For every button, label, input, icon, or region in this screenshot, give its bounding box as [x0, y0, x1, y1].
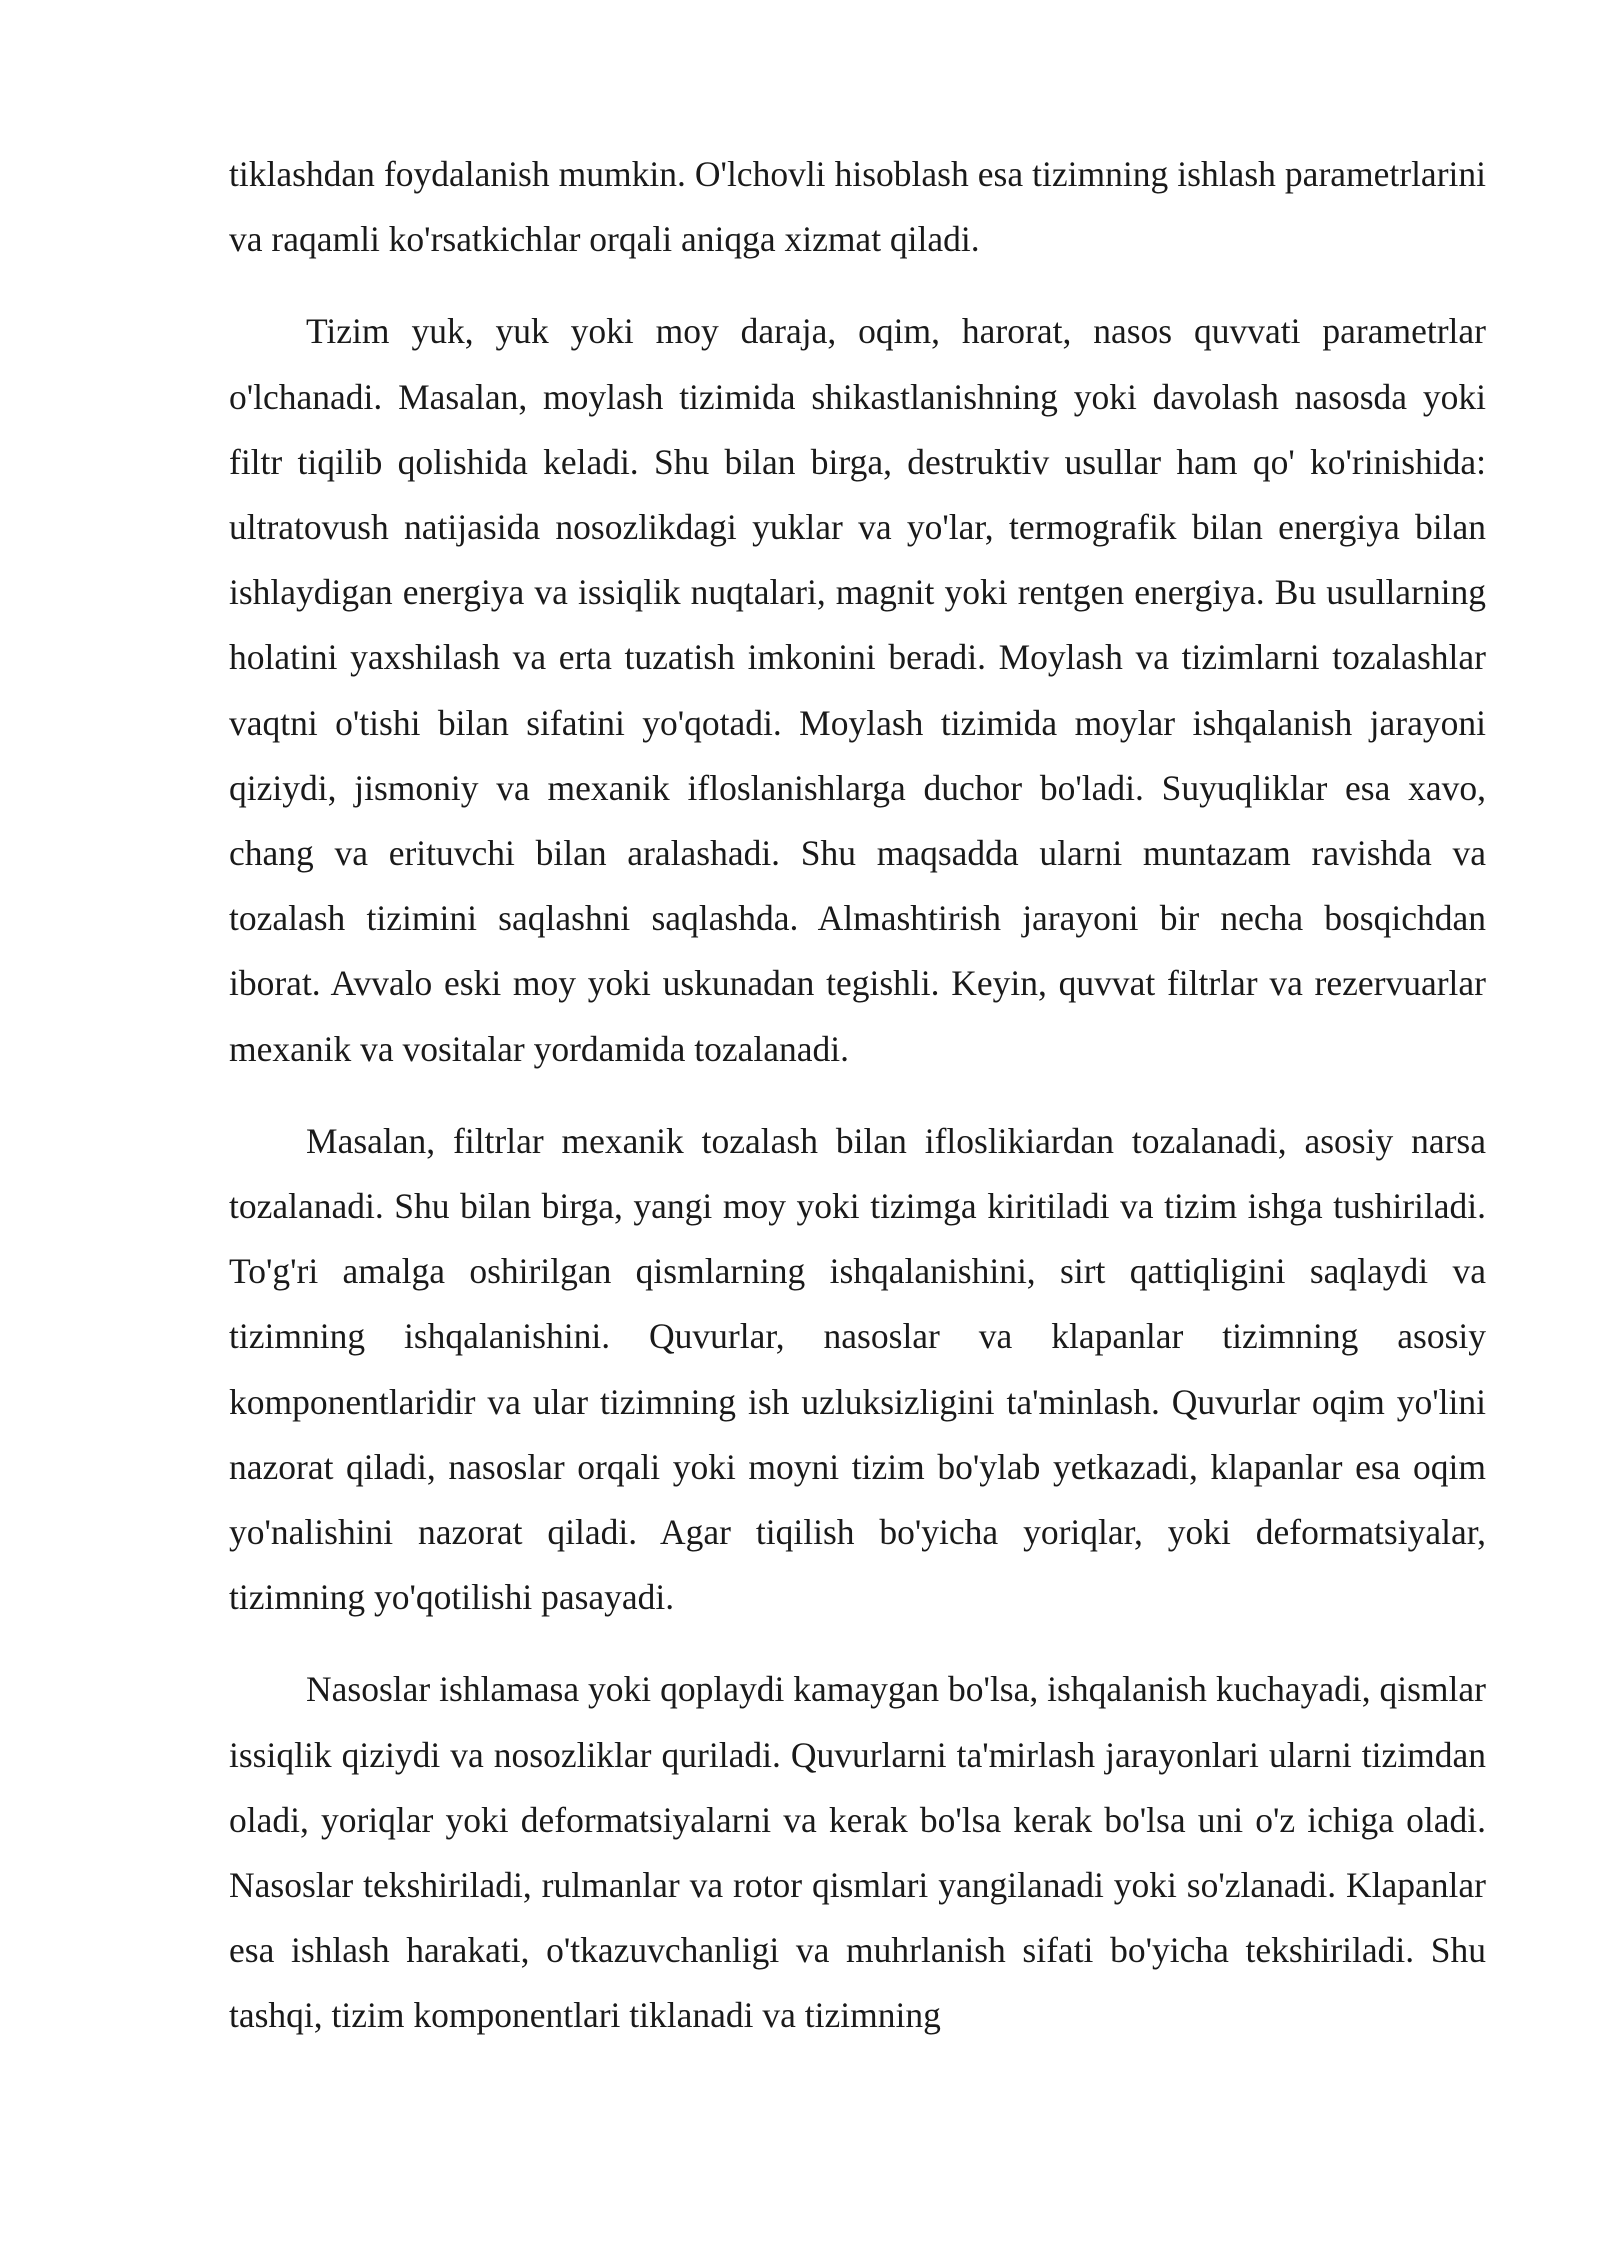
paragraph-4: Nasoslar ishlamasa yoki qoplaydi kamaygan bo'lsa, ishqalanish kuchayadi, qismlar issiqlik qiziydi va nosozliklar quriladi. Quvurlarni ta'mirlash jarayonlari ularni tizimdan oladi, yoriqlar yoki deformatsiyalarni va kerak bo'lsa kerak bo'lsa uni o'z ichiga oladi. Nasoslar tekshiriladi, rulmanlar va rotor qismlari yangilanadi yoki so'zlanadi. Klapanlar esa ishlash harakati, o'tkazuvchanligi va muhrlanish sifati bo'yicha tekshiriladi. Shu tashqi, tizim komponentlari tiklanadi va tizimning	[229, 1669, 1486, 2036]
document-body	[229, 142, 1486, 2049]
paragraph-1: tiklashdan foydalanish mumkin. O'lchovli hisoblash esa tizimning ishlash parametrlarini va raqamli ko'rsatkichlar orqali aniqga xizmat qiladi.	[229, 154, 1486, 260]
paragraph-3: Masalan, filtrlar mexanik tozalash bilan ifloslikiardan tozalanadi, asosiy narsa tozalanadi. Shu bilan birga, yangi moy yoki tizimga kiritiladi va tizim ishga tushiriladi. To'g'ri amalga oshirilgan qismlarning ishqalanishini, sirt qattiqligini saqlaydi va tizimning ishqalanishini. Quvurlar, nasoslar va klapanlar tizimning asosiy komponentlaridir va ular tizimning ish uzluksizligini ta'minlash. Quvurlar oqim yo'lini nazorat qiladi, nasoslar orqali yoki moyni tizim bo'ylab yetkazadi, klapanlar esa oqim yo'nalishini nazorat qiladi. Agar tiqilish bo'yicha yoriqlar, yoki deformatsiyalar, tizimning yo'qotilishi pasayadi.	[229, 1120, 1486, 1618]
paragraph-2: Tizim yuk, yuk yoki moy daraja, oqim, harorat, nasos quvvati parametrlar o'lchanadi. Masalan, moylash tizimida shikastlanishning yoki davolash nasosda yoki filtr tiqilib qolishida keladi. Shu bilan birga, destruktiv usullar ham qo' ko'rinishida: ultratovush natijasida nosozlikdagi yuklar va yo'lar, termografik bilan energiya bilan ishlaydigan energiya va issiqlik nuqtalari, magnit yoki rentgen energiya. Bu usullarning holatini yaxshilash va erta tuzatish imkonini beradi. Moylash va tizimlarni tozalashlar vaqtni o'tishi bilan sifatini yo'qotadi. Moylash tizimida moylar ishqalanish jarayoni qiziydi, jismoniy va mexanik ifloslanishlarga duchor bo'ladi. Suyuqliklar esa xavo, chang va erituvchi bilan aralashadi. Shu maqsadda ularni muntazam ravishda va tozalash tizimini saqlashni saqlashda. Almashtirish jarayoni bir necha bosqichdan iborat. Avvalo eski moy yoki uskunadan tegishli. Keyin, quvvat filtrlar va rezervuarlar mexanik va vositalar yordamida tozalanadi.	[229, 311, 1486, 1069]
